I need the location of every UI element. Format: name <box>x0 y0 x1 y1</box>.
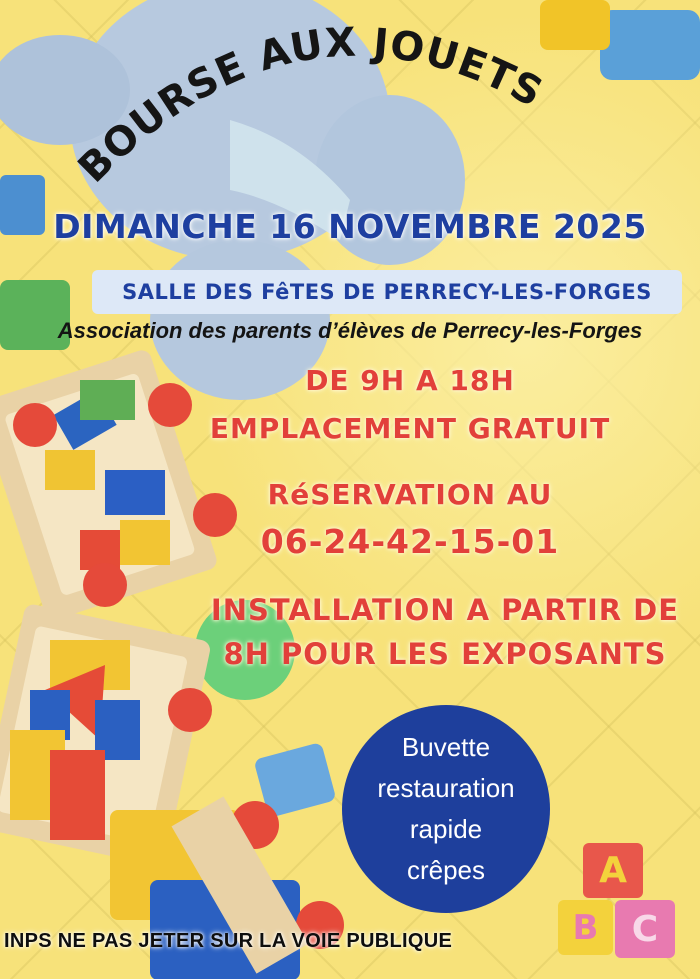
crepes-label: crêpes <box>406 855 486 885</box>
buvette-label: Buvette <box>401 732 491 762</box>
event-date: DIMANCHE 16 NOVEMBRE 2025 <box>53 207 647 246</box>
rapide-label: rapide <box>409 814 483 844</box>
footer-notice: INPS NE PAS JETER SUR LA VOIE PUBLIQUE <box>4 930 453 952</box>
opening-hours: DE 9H A 18H <box>305 364 515 397</box>
setup-time-line1: INSTALLATION A PARTIR DE <box>210 593 680 627</box>
letter-block-icon: B <box>558 900 613 955</box>
poster-title <box>0 0 700 230</box>
restauration-label: restauration <box>377 773 515 803</box>
letter-block-icon: A <box>583 843 643 898</box>
refreshments-badge <box>342 705 550 913</box>
organizer-label: Association des parents d’élèves de Perrecy-les-Forges <box>57 318 643 343</box>
free-spot-note: EMPLACEMENT GRATUIT <box>209 412 611 445</box>
setup-time-line2: 8H POUR LES EXPOSANTS <box>223 637 667 671</box>
svg-text:BOURSE AUX JOUETS: BOURSE AUX JOUETS <box>69 19 551 192</box>
phone-number: 06-24-42-15-01 <box>260 522 560 561</box>
letter-block-icon: C <box>615 900 675 958</box>
venue-label: SALLE DES FêTES DE PERRECY-LES-FORGES <box>92 270 682 314</box>
reservation-label: RéSERVATION AU <box>267 478 553 511</box>
